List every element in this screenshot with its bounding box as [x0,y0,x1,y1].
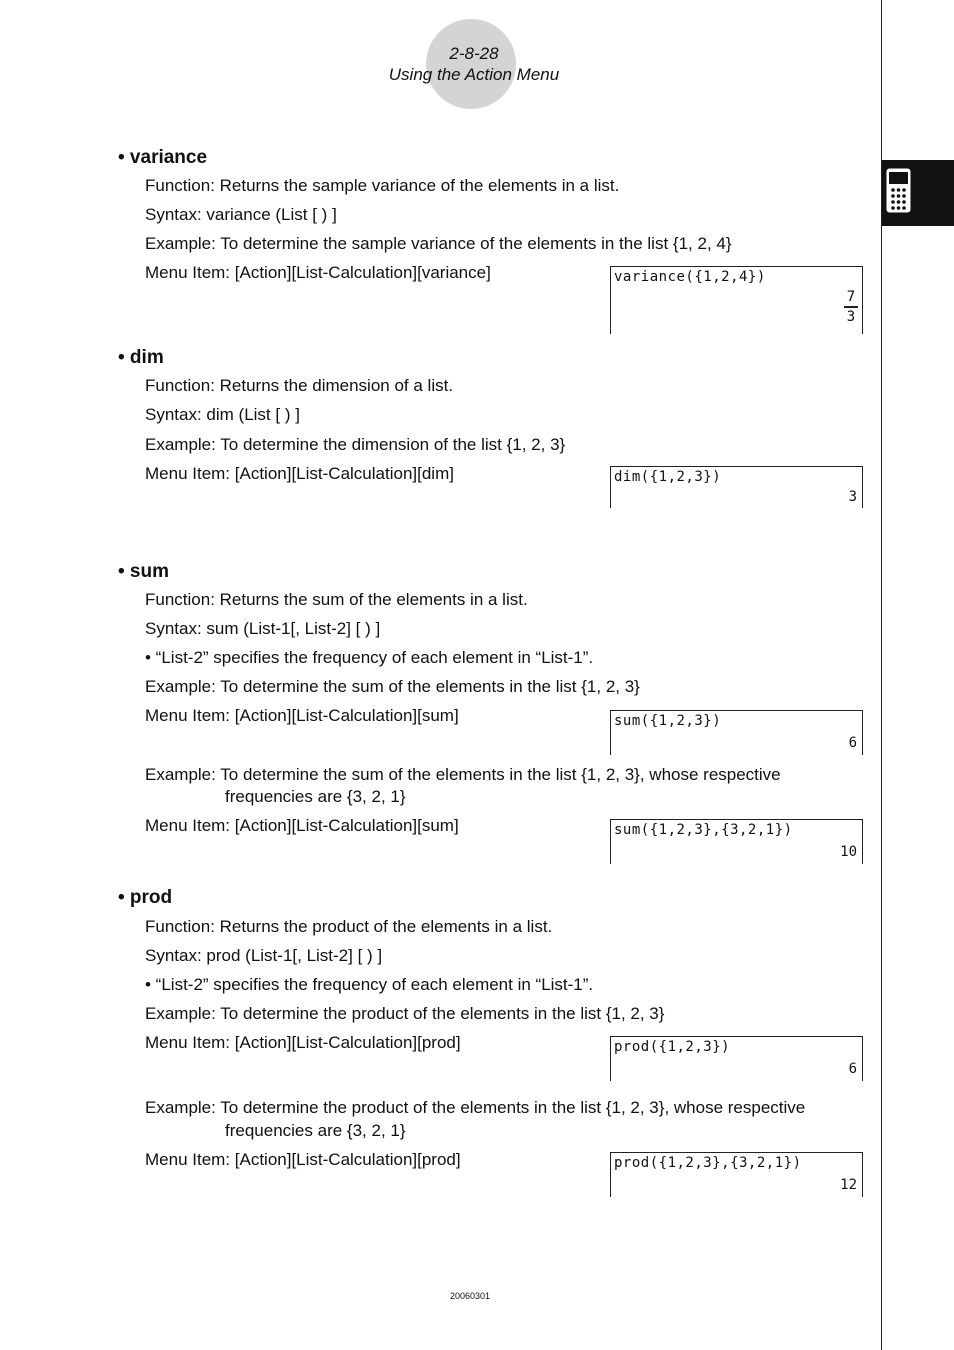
screen-input: variance({1,2,4}) [614,269,766,285]
screen-input: prod({1,2,3},{3,2,1}) [614,1155,802,1171]
fraction-bar [844,306,858,308]
example-text: Example: To determine the product of the elements in the list {1, 2, 3}, whose respective [145,1098,806,1117]
example-text: Example: To determine the sum of the elements in the list {1, 2, 3}, whose respective [145,765,781,784]
example-text: Example: To determine the sample variance of the elements in the list {1, 2, 4} [145,234,732,253]
calculator-screen [610,819,863,864]
menu-item-text: Menu Item: [Action][List-Calculation][prod] [145,1033,461,1052]
function-text: Function: Returns the sample variance of the elements in a list. [145,176,620,195]
note-text: • “List-2” specifies the frequency of each element in “List-1”. [145,975,594,994]
section-heading-prod: • prod [118,887,173,908]
menu-item-text: Menu Item: [Action][List-Calculation][dim] [145,464,454,483]
calculator-screen [610,266,863,334]
calculator-screen [610,1152,863,1197]
syntax-text: Syntax: dim (List [ ) ] [145,405,300,424]
screen-result: 12 [840,1177,857,1193]
syntax-text: Syntax: prod (List-1[, List-2] [ ) ] [145,946,383,965]
page-number: 2-8-28 [449,44,499,63]
menu-item-text: Menu Item: [Action][List-Calculation][sum] [145,706,459,725]
menu-item-text: Menu Item: [Action][List-Calculation][variance] [145,263,491,282]
screen-input: dim({1,2,3}) [614,469,722,485]
screen-result: 3 [848,489,857,505]
screen-result: 6 [848,735,857,751]
section-heading-dim: • dim [118,347,164,368]
syntax-text: Syntax: variance (List [ ) ] [145,205,337,224]
calculator-screen [610,466,863,508]
menu-item-text: Menu Item: [Action][List-Calculation][sum] [145,816,459,835]
header-circle [426,19,516,109]
example-text: Example: To determine the product of the elements in the list {1, 2, 3} [145,1004,665,1023]
menu-item-text: Menu Item: [Action][List-Calculation][prod] [145,1150,461,1169]
function-text: Function: Returns the dimension of a list. [145,376,454,395]
function-text: Function: Returns the product of the elements in a list. [145,917,553,936]
screen-input: sum({1,2,3},{3,2,1}) [614,822,793,838]
screen-result-fraction [844,289,858,325]
screen-input: sum({1,2,3}) [614,713,722,729]
example-text: Example: To determine the dimension of the list {1, 2, 3} [145,435,566,454]
note-text: • “List-2” specifies the frequency of each element in “List-1”. [145,648,594,667]
screen-input: prod({1,2,3}) [614,1039,731,1055]
calculator-screen [610,1036,863,1081]
example-text-continued: frequencies are {3, 2, 1} [225,787,406,806]
section-heading-sum: • sum [118,561,169,582]
calculator-screen [610,710,863,755]
example-text-continued: frequencies are {3, 2, 1} [225,1121,406,1140]
syntax-text: Syntax: sum (List-1[, List-2] [ ) ] [145,619,381,638]
calculator-icon [886,168,911,213]
footer-code: 20060301 [449,1291,491,1301]
screen-result: 10 [840,844,857,860]
fraction-numerator: 7 [846,289,856,305]
function-text: Function: Returns the sum of the elements in a list. [145,590,528,609]
section-heading-variance: • variance [118,147,208,168]
screen-result: 6 [848,1061,857,1077]
example-text: Example: To determine the sum of the elements in the list {1, 2, 3} [145,677,640,696]
page-title: Using the Action Menu [388,65,560,84]
fraction-denominator: 3 [846,308,856,325]
